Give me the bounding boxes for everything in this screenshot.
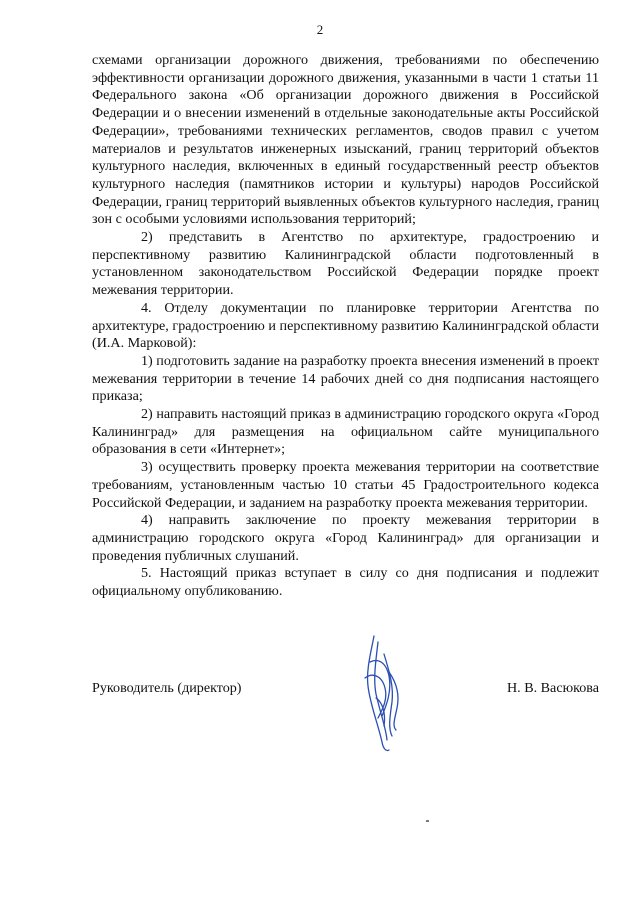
paragraph-item-4-3: 3) осуществить проверку проекта межевания территории на соответствие требованиям, установленным частью 10 статьи 45 Градостроительного кодекса Российской Федерации, и заданием на разработку проекта межевания территории. [92, 459, 599, 511]
paragraph-item-2: 2) представить в Агентство по архитектуре, градостроению и перспективному развитию Калининградской области подготовленный в установленном законодательством Российской Федерации порядке проект межевания территории. [92, 229, 599, 299]
scan-speck [426, 820, 429, 822]
handwritten-signature-icon [356, 632, 416, 757]
page-number: 2 [316, 22, 324, 37]
paragraph-item-4-4: 4) направить заключение по проекту межевания территории в администрацию городского округа «Город Калининград» для организации и проведения публичных слушаний. [92, 512, 599, 564]
paragraph-item-4-2: 2) направить настоящий приказ в администрацию городского округа «Город Калининград» для размещения на официальном сайте муниципального образования в сети «Интернет»; [92, 406, 599, 458]
paragraph-section-4: 4. Отделу документации по планировке территории Агентства по архитектуре, градостроению и перспективному развитию Калининградской области (И.А. Марковой): [92, 299, 599, 352]
document-body [92, 52, 599, 601]
signatory-name: Н. В. Васюкова [506, 680, 599, 696]
paragraph-continuation: схемами организации дорожного движения, требованиями по обеспечению эффективности организации дорожного движения, указанными в части 1 статьи 11 Федерального закона «Об организации дорожного движения в Российской Федерации и о внесении изменений в отдельные законодательные акты Российской Федерации», требованиями технических регламентов, сводов правил с учетом материалов и результатов инженерных изысканий, границ территорий объектов культурного наследия, включенных в единый государственный реестр объектов культурного наследия (памятников истории и культуры) народов Российской Федерации, границ территорий выявленных объектов культурного наследия, границ зон с особыми условиями использования территорий; [92, 52, 599, 228]
signatory-position: Руководитель (директор) [92, 680, 242, 696]
paragraph-item-4-1: 1) подготовить задание на разработку проекта внесения изменений в проект межевания территории в течение 14 рабочих дней со дня подписания настоящего приказа; [92, 352, 599, 405]
paragraph-section-5: 5. Настоящий приказ вступает в силу со дня подписания и подлежит официальному опубликованию. [92, 565, 599, 600]
